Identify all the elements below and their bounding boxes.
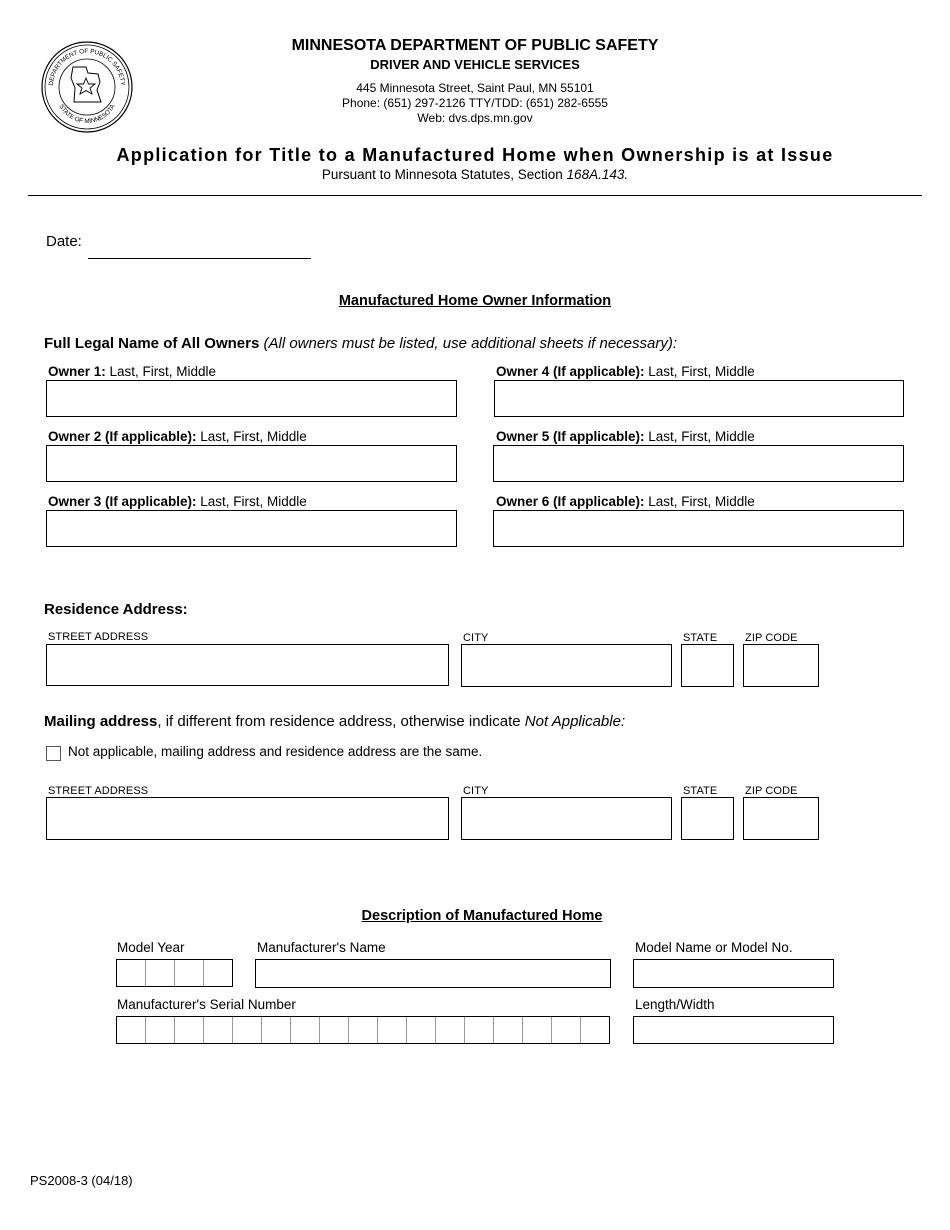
serial-number-char[interactable] (320, 1017, 349, 1043)
agency-name: MINNESOTA DEPARTMENT OF PUBLIC SAFETY (291, 37, 659, 54)
mailing-state-label: STATE (683, 785, 718, 797)
mailing-city-input[interactable] (461, 797, 672, 840)
residence-street-input[interactable] (46, 644, 449, 686)
owner-1-hint: Last, First, Middle (105, 364, 217, 379)
owner-2-label-text: Owner 2 (If applicable): (48, 429, 197, 444)
mailing-state-input[interactable] (681, 797, 734, 840)
owner-3-label (48, 494, 307, 509)
residence-city-label: CITY (463, 632, 489, 644)
manufacturer-name-input[interactable] (255, 959, 611, 988)
serial-number-label: Manufacturer's Serial Number (117, 997, 296, 1012)
owner-4-input[interactable] (494, 380, 904, 417)
serial-number-input[interactable] (116, 1016, 610, 1044)
serial-number-char[interactable] (233, 1017, 262, 1043)
owner-4-label-text: Owner 4 (If applicable): (496, 364, 645, 379)
owner-3-input[interactable] (46, 510, 457, 547)
model-year-digit[interactable] (117, 960, 146, 986)
serial-number-char[interactable] (291, 1017, 320, 1043)
date-label: Date: (46, 233, 82, 250)
length-width-input[interactable] (633, 1016, 834, 1044)
serial-number-char[interactable] (523, 1017, 552, 1043)
owner-4-label (496, 364, 755, 379)
date-field[interactable] (88, 240, 311, 259)
serial-number-char[interactable] (204, 1017, 233, 1043)
mailing-address-label: Mailing address (44, 713, 158, 730)
agency-phone: Phone: (651) 297-2126 TTY/TDD: (651) 282-6555 (342, 96, 608, 110)
owner-2-hint: Last, First, Middle (196, 429, 307, 444)
serial-number-char[interactable] (262, 1017, 291, 1043)
owner-1-input[interactable] (46, 380, 457, 417)
residence-state-input[interactable] (681, 644, 734, 687)
serial-number-char[interactable] (407, 1017, 436, 1043)
owner-5-hint: Last, First, Middle (644, 429, 755, 444)
statute-prefix: Pursuant to Minnesota Statutes, Section (321, 167, 567, 182)
owner-5-label (496, 429, 755, 444)
agency-address: 445 Minnesota Street, Saint Paul, MN 55101 (356, 81, 594, 95)
model-name-input[interactable] (633, 959, 834, 988)
length-width-label: Length/Width (635, 997, 715, 1012)
owner-2-input[interactable] (46, 445, 457, 482)
mailing-city-label: CITY (463, 785, 489, 797)
model-year-label: Model Year (117, 940, 185, 955)
owner-2-label (48, 429, 307, 444)
owner-names-label: Full Legal Name of All Owners (44, 335, 260, 352)
residence-street-label: STREET ADDRESS (48, 631, 149, 643)
model-year-input[interactable] (116, 959, 233, 987)
serial-number-char[interactable] (146, 1017, 175, 1043)
division-name: DRIVER AND VEHICLE SERVICES (370, 57, 580, 72)
agency-web: Web: dvs.dps.mn.gov (417, 111, 533, 125)
owner-5-label-text: Owner 5 (If applicable): (496, 429, 645, 444)
serial-number-char[interactable] (552, 1017, 581, 1043)
serial-number-char[interactable] (494, 1017, 523, 1043)
residence-city-input[interactable] (461, 644, 672, 687)
model-year-digit[interactable] (146, 960, 175, 986)
statute-ref: 168A.143. (566, 167, 629, 182)
mailing-zip-input[interactable] (743, 797, 819, 840)
owner-3-label-text: Owner 3 (If applicable): (48, 494, 197, 509)
form-title: Application for Title to a Manufactured Home when Ownership is at Issue (116, 145, 834, 165)
mailing-street-input[interactable] (46, 797, 449, 840)
serial-number-char[interactable] (349, 1017, 378, 1043)
owner-5-input[interactable] (493, 445, 904, 482)
mailing-street-label: STREET ADDRESS (48, 785, 149, 797)
mailing-not-applicable-label: Not applicable, mailing address and residence address are the same. (68, 744, 483, 759)
owner-names-note: (All owners must be listed, use additional sheets if necessary): (263, 335, 678, 352)
mailing-address-note: , if different from residence address, otherwise indicate (157, 713, 525, 730)
description-heading: Description of Manufactured Home (361, 908, 603, 924)
owner-1-label (48, 364, 216, 379)
residence-address-label: Residence Address: (44, 601, 188, 618)
owner-1-label-text: Owner 1: (48, 364, 106, 379)
owner-6-hint: Last, First, Middle (644, 494, 755, 509)
owner-3-hint: Last, First, Middle (196, 494, 307, 509)
serial-number-char[interactable] (436, 1017, 465, 1043)
owner-6-input[interactable] (493, 510, 904, 547)
model-name-label: Model Name or Model No. (635, 940, 793, 955)
manufacturer-name-label: Manufacturer's Name (257, 940, 386, 955)
mailing-address-note-em: Not Applicable: (524, 713, 626, 730)
serial-number-char[interactable] (175, 1017, 204, 1043)
residence-zip-input[interactable] (743, 644, 819, 687)
mailing-zip-label: ZIP CODE (745, 785, 798, 797)
header-divider (28, 195, 922, 196)
model-year-digit[interactable] (204, 960, 232, 986)
serial-number-char[interactable] (378, 1017, 407, 1043)
serial-number-char[interactable] (117, 1017, 146, 1043)
owner-4-hint: Last, First, Middle (644, 364, 755, 379)
seal-top-text: DEPARTMENT OF PUBLIC SAFETY (47, 47, 127, 86)
mailing-not-applicable-checkbox[interactable] (46, 746, 61, 761)
owner-6-label (496, 494, 755, 509)
owner-6-label-text: Owner 6 (If applicable): (496, 494, 645, 509)
residence-zip-label: ZIP CODE (745, 632, 798, 644)
owner-names-instruction (44, 335, 677, 352)
residence-state-label: STATE (683, 632, 718, 644)
statute-line (0, 167, 950, 182)
serial-number-char[interactable] (465, 1017, 494, 1043)
form-number: PS2008-3 (04/18) (30, 1173, 133, 1188)
model-year-digit[interactable] (175, 960, 204, 986)
serial-number-char[interactable] (581, 1017, 609, 1043)
seal-bottom-text: STATE OF MINNESOTA (57, 103, 117, 126)
mailing-address-instruction (44, 713, 625, 730)
owner-section-heading: Manufactured Home Owner Information (338, 293, 612, 309)
